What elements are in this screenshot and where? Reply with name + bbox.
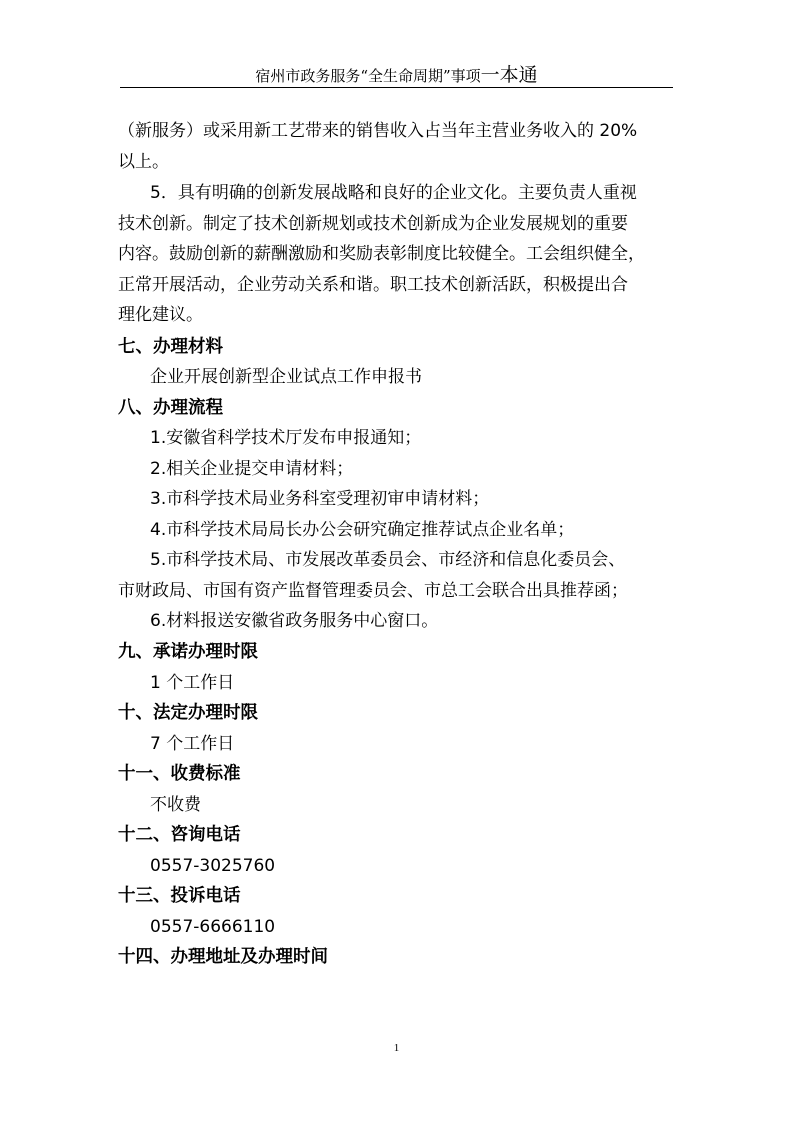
materials-content: 企业开展创新型企业试点工作申报书 bbox=[150, 367, 422, 387]
section-heading-address: 十四、办理地址及办理时间 bbox=[118, 947, 328, 967]
fee-content: 不收费 bbox=[150, 795, 201, 815]
section-heading-process: 八、办理流程 bbox=[118, 398, 223, 418]
section-heading-fee: 十一、收费标准 bbox=[118, 764, 241, 784]
page-number: 1 bbox=[393, 1042, 400, 1054]
body-line: 以上。 bbox=[118, 152, 169, 172]
header-title: 宿州市政务服务“全生命周期”事项 bbox=[255, 67, 481, 85]
header-divider bbox=[120, 87, 673, 88]
section-heading-legal-time: 十、法定办理时限 bbox=[118, 703, 258, 723]
process-step: 市财政局、市国有资产监督管理委员会、市总工会联合出具推荐函； bbox=[118, 581, 628, 601]
section-heading-consult: 十二、咨询电话 bbox=[118, 825, 241, 845]
process-step: 1.安徽省科学技术厅发布申报通知； bbox=[150, 428, 422, 448]
process-step: 3.市科学技术局业务科室受理初审申请材料； bbox=[150, 489, 490, 509]
process-step: 2.相关企业提交申请材料； bbox=[150, 459, 354, 479]
legal-time-content: 7 个工作日 bbox=[150, 734, 235, 754]
body-line: （新服务）或采用新工艺带来的销售收入占当年主营业务收入的 20% bbox=[118, 121, 638, 141]
section-heading-materials: 七、办理材料 bbox=[118, 337, 223, 357]
process-step: 6.材料报送安徽省政务服务中心窗口。 bbox=[150, 611, 439, 631]
process-step: 4.市科学技术局局长办公会研究确定推荐试点企业名单； bbox=[150, 520, 575, 540]
body-line: 技术创新。制定了技术创新规划或技术创新成为企业发展规划的重要 bbox=[118, 214, 628, 234]
header-title-suffix: 一本通 bbox=[480, 64, 538, 86]
complaint-phone: 0557-6666110 bbox=[150, 917, 276, 937]
body-line: 内容。鼓励创新的薪酬激励和奖励表彰制度比较健全。工会组织健全， bbox=[118, 244, 645, 264]
section-heading-complaint: 十三、投诉电话 bbox=[118, 886, 241, 906]
section-heading-promised-time: 九、承诺办理时限 bbox=[118, 642, 258, 662]
promised-time-content: 1 个工作日 bbox=[150, 673, 235, 693]
body-line: 5．具有明确的创新发展战略和良好的企业文化。主要负责人重视 bbox=[150, 183, 637, 203]
body-line: 理化建议。 bbox=[118, 305, 203, 325]
running-header bbox=[0, 60, 793, 87]
process-step: 5.市科学技术局、市发展改革委员会、市经济和信息化委员会、 bbox=[150, 550, 626, 570]
body-line: 正常开展活动，企业劳动关系和谐。职工技术创新活跃，积极提出合 bbox=[118, 275, 628, 295]
consult-phone: 0557-3025760 bbox=[150, 856, 276, 876]
